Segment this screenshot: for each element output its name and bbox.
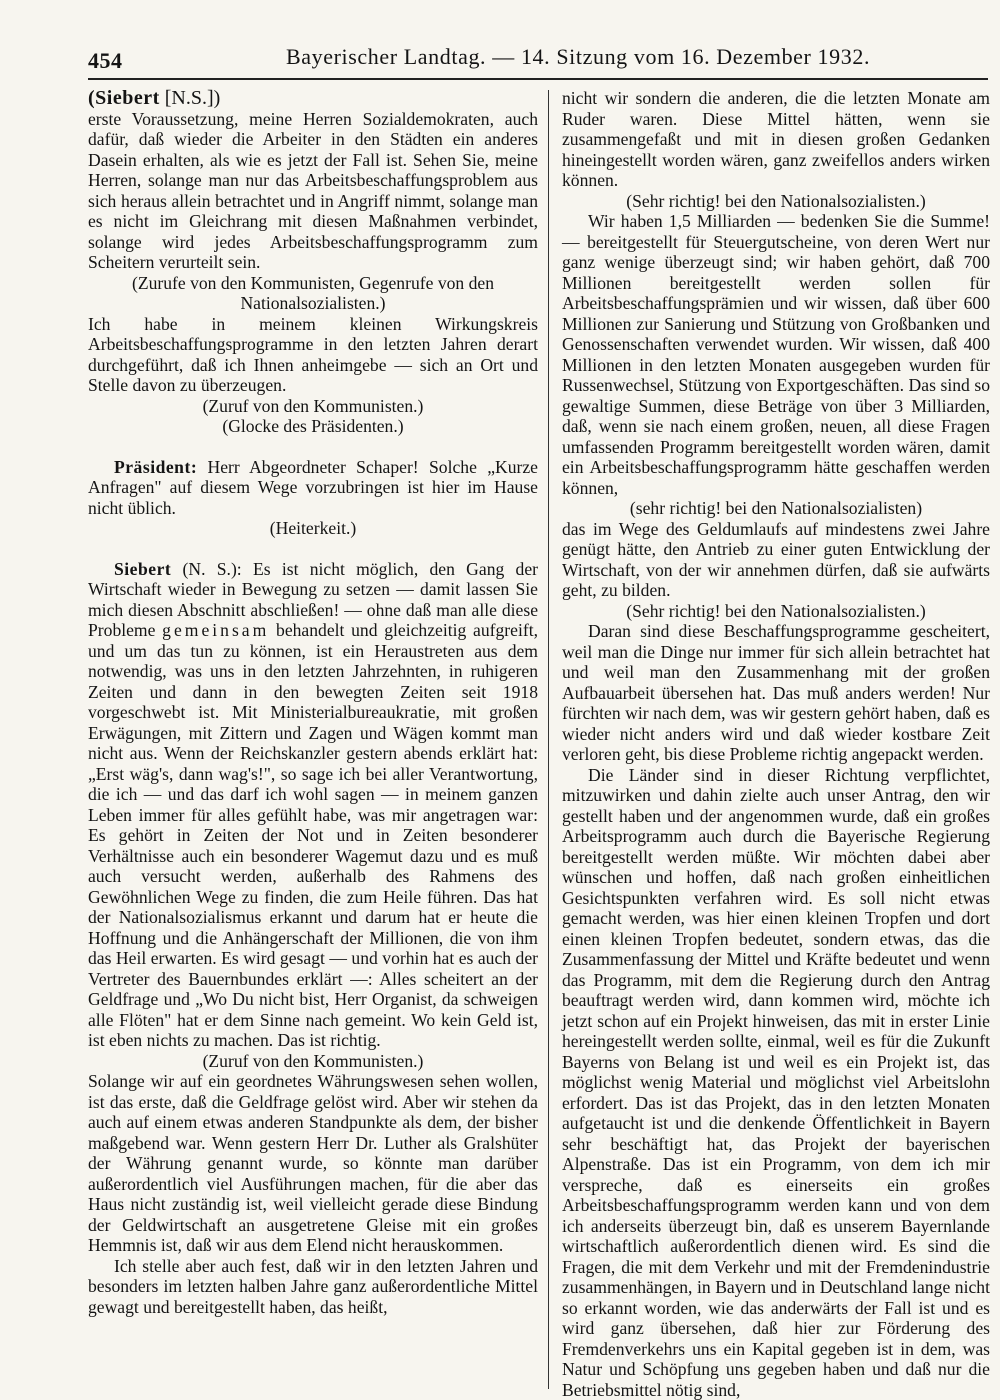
paragraph: erste Voraussetzung, meine Herren Sozialdemokraten, auch dafür, daß wieder die Arbeiter in den Städten ein anderes Dasein erhalten, als wie es jetzt der Fall ist. Sehen Sie, meine Herren, solange man nur das Arbeitsbeschaffungsproblem aus sich heraus allein betrachtet und in Angriff nimmt, solange man es nicht im Gleichrang mit diesen Maßnahmen verbindet, solange wird jedes Arbeitsbeschaffungsprogramm zum Scheitern verurteilt sein. — [88, 109, 538, 273]
left-column — [88, 88, 538, 1317]
paragraph: Ich stelle aber auch fest, daß wir in den letzten Jahren und besonders im letzten halben Jahre ganz außerordentliche Mittel gewagt und bereitgestellt haben, das heißt, — [88, 1256, 538, 1318]
right-column — [562, 88, 990, 1400]
speech-text: behandelt und gleichzeitig aufgreift, und um das tun zu können, ist ein Heraustreten aus dem notwendig, was uns in den letzten Jahrzehnten, in ruhigeren Zeiten und dann in den bewegten Zeiten seit 1918 vorgeschwebt ist. Mit Ministerialbureaukratie, mit großen Erwägungen, mit Zittern und Zagen und Wägen kommt man nicht aus. Wenn der Reichskanzler gestern abends erklärt hat: „Erst wäg's, dann wag's!", so sage ich bei aller Verantwortung, die ich — und das darf ich wohl sagen — in meinem ganzen Leben immer für alles gefühlt habe, was mir angetragen war: Es gehört in Zeiten der Not und in Zeiten besonderer Verhältnisse auch ein besonderer Wagemut dazu und es muß auch versucht werden, außerhalb des Rahmens des Gewöhnlichen Wege zu finden, die zum Heile führen. Das hat der Nationalsozialismus erkannt und darum hat er heute die Hoffnung und die Anhängerschaft der Millionen, die von ihm das Heil erwarten. Es wird gesagt — und vorhin hat es auch der Vertreter des Bauernbundes erklärt —: Alles scheitert an der Geldfrage und „Wo Du nicht bist, Herr Organist, da schweigen alle Flöten" hat er dem Sinne nach gemeint. Wo kein Geld ist, ist eben nichts zu machen. Das ist richtig. — [88, 620, 538, 1050]
president-statement — [88, 457, 538, 519]
paragraph: Daran sind diese Beschaffungsprogramme gescheitert, weil man die Dinge nur immer für sich allein betrachtet hat und weil man den Zusammenhang mit der großen Aufbauarbeit übersehen hat. Das muß anders werden! Nur fürchten wir nach dem, was wir gestern gehört haben, daß es wieder nicht anders wird und daß wieder kostbare Zeit verloren geht, bis diese Probleme richtig angepackt werden. — [562, 621, 990, 765]
interjection: (Heiterkeit.) — [88, 518, 538, 539]
interjection: (Glocke des Präsidenten.) — [88, 416, 538, 437]
paragraph: Die Länder sind in dieser Richtung verpflichtet, mitzuwirken und dahin zielte auch unser Antrag, den wir gestellt haben und der angenommen wurde, daß ein großes Arbeitsprogramm auch durch die Bayerische Regierung bereitgestellt werden müßte. Wir möchten dabei aber wünschen und hoffen, daß nach großen einheitlichen Gesichtspunkten verfahren wird. Es soll nicht etwas gemacht werden, was hier einen kleinen Tropfen und dort einen kleinen Tropfen bedeutet, sondern etwas, das die Zusammenfassung der Mittel und Kräfte bedeutet und wenn das Programm, mit dem die Regierung durch den Antrag beauftragt werden wird, dann kommen wird, möchte ich jetzt schon auf ein Projekt hinweisen, das mit in erster Linie hereingestellt werden sollte, einmal, weil es für die Zukunft Bayerns von Belang ist und weil es ein Projekt ist, das möglichst wenig Material und möglichst viel Arbeitslohn erfordert. Das ist das Projekt, das in den letzten Monaten aufgetaucht ist und die denkende Öffentlichkeit in Bayern sehr beschäftigt hat, das Projekt der bayerischen Alpenstraße. Das ist ein Programm, von dem ich mir verspreche, daß es einerseits ein großes Arbeitsbeschaffungsprogramm werden kann und von dem ich anderseits überzeugt bin, daß es unserem Bayernlande wirtschaftlich außerordentlich dienen wird. Es sind die Fragen, die mit dem Verkehr und mit der Fremdenindustrie zusammenhängen, in Bayern und in Deutschland lange nicht so erkannt worden, wie das anderwärts der Fall ist und es wird ganz übersehen, daß hier zur Förderung des Fremdenverkehrs uns ein Kapital gegeben ist in dem, was Natur und Schöpfung uns gegeben haben und daß nur die Betriebsmittel nötig sind, — [562, 765, 990, 1400]
interjection: (sehr richtig! bei den Nationalsozialisten) — [562, 498, 990, 519]
page-number: 454 — [88, 48, 123, 74]
header-rule — [88, 78, 988, 80]
interjection: (Sehr richtig! bei den Nationalsozialisten.) — [562, 601, 990, 622]
president-text: Herr Abgeordneter Schaper! Solche „Kurze Anfragen" auf diesem Wege vorzubringen ist hier im Hause nicht üblich. — [88, 457, 538, 518]
running-title: Bayerischer Landtag. — 14. Sitzung vom 16. Dezember 1932. — [286, 44, 870, 70]
speaker-party: [N.S.]) — [165, 87, 221, 109]
president-label: Präsident: — [114, 457, 197, 477]
column-divider — [548, 90, 549, 1389]
speech-text: Es ist nicht möglich, den Gang der Wirtschaft wieder in Bewegung zu setzen — damit lassen Sie mich diesen Abschnitt abschließen! — ohne daß man alle diese Probleme — [88, 559, 538, 641]
speaker-party: (N. S.): — [183, 559, 242, 579]
spaced-emphasis: gemeinsam — [162, 620, 269, 640]
interjection: (Zuruf von den Kommunisten.) — [88, 396, 538, 417]
paragraph: das im Wege des Geldumlaufs auf mindestens zwei Jahre genügt hätte, den Antrieb zu einer guten Entwicklung der Wirtschaft, von der wir annehmen dürfen, daß sie aufwärts geht, zu bilden. — [562, 519, 990, 601]
paragraph: Solange wir auf ein geordnetes Währungswesen sehen wollen, ist das erste, daß die Geldfrage gelöst wird. Aber wir stehen da auch auf einem etwas anderen Standpunkte als dem, der bisher maßgebend war. Wenn gestern Herr Dr. Luther als Gralshüter der Währung genannt wurde, so könnte man darüber außerordentlich viel Ausführungen machen, für die aber das Haus nicht zuständig ist, weil vielleicht gerade diese Bindung der Geldwirtschaft an ausgetretene Gleise mit ein großes Hemmnis ist, daß wir aus dem Elend nicht herauskommen. — [88, 1071, 538, 1256]
continued-speaker-heading — [88, 88, 538, 109]
speaker-name: Siebert — [114, 559, 171, 579]
interjection: (Sehr richtig! bei den Nationalsozialisten.) — [562, 191, 990, 212]
paragraph: nicht wir sondern die anderen, die die letzten Monate am Ruder waren. Diese Mittel hätten, wenn sie zusammengefaßt und mit in diesen großen Gedanken hineingestellt worden wären, ganz zweifellos anders wirken können. — [562, 88, 990, 191]
paragraph: Ich habe in meinem kleinen Wirkungskreis Arbeitsbeschaffungsprogramme in den letzten Jahren derart durchgeführt, daß ich Ihnen anheimgebe — sich an Ort und Stelle davon zu überzeugen. — [88, 314, 538, 396]
speaker-name: (Siebert — [88, 87, 160, 109]
page-header — [88, 40, 988, 80]
siebert-speech — [88, 559, 538, 1051]
interjection: (Zurufe von den Kommunisten, Gegenrufe von den Nationalsozialisten.) — [88, 273, 538, 314]
interjection: (Zuruf von den Kommunisten.) — [88, 1051, 538, 1072]
paragraph: Wir haben 1,5 Milliarden — bedenken Sie die Summe! — bereitgestellt für Steuergutscheine, von deren Wert nur ganz wenige überzeugt sind; wir haben gehört, daß 700 Millionen bereitgestellt werden sollen für Arbeitsbeschaffungsprämien und wir wissen, daß über 600 Millionen zur Sanierung und Stützung von Großbanken und Genossenschaften verwendet wurden. Wir wissen, daß 400 Millionen in den letzten Monaten ausgegeben wurden für Russenwechsel, Stützung von Exportgeschäften. Das sind so gewaltige Summen, diese Beträge von über 3 Milliarden, daß, wenn sie nach einem großen, neuen, all diese Fragen umfassenden Programm bereitgestellt worden wären, damit ein Arbeitsbeschaffungsprogramm hätte geschaffen werden können, — [562, 211, 990, 498]
